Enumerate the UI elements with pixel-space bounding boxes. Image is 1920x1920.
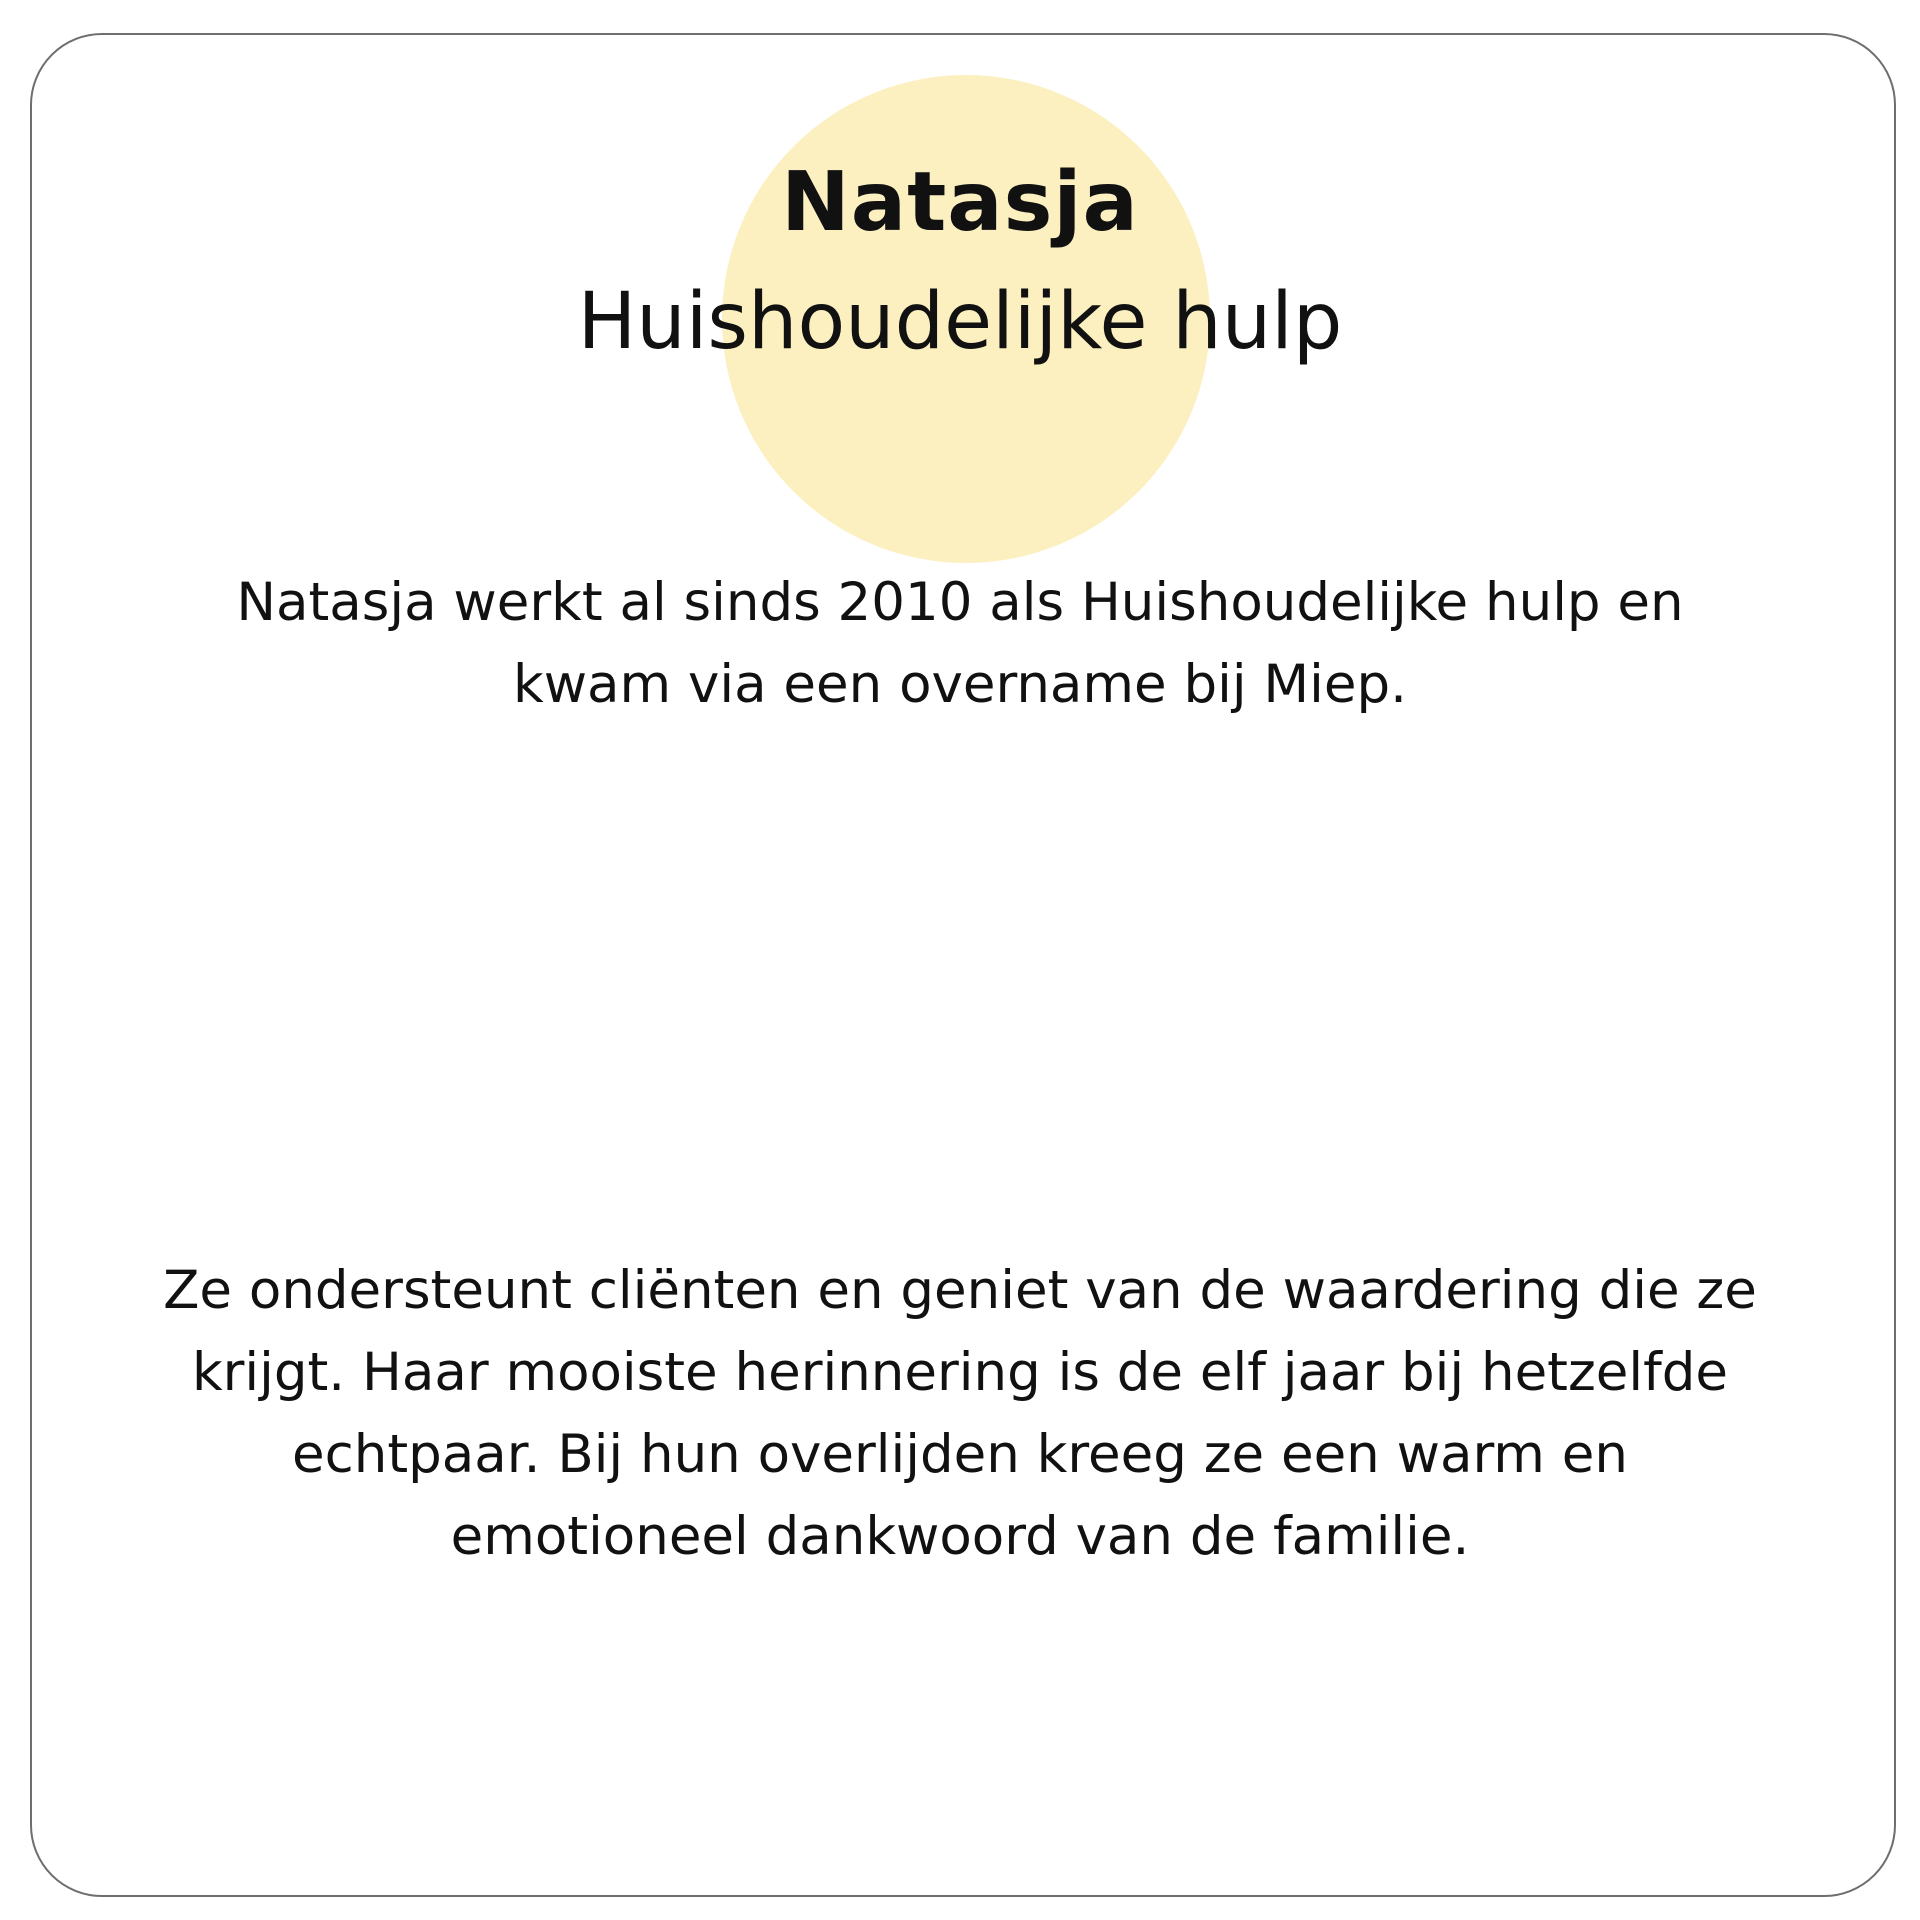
- profile-role: Huishoudelijke hulp: [577, 277, 1343, 367]
- intro-paragraph: Natasja werkt al sinds 2010 als Huishoudelijke hulp en kwam via een overname bij Miep.: [236, 572, 1684, 715]
- story-paragraph: Ze ondersteunt cliënten en geniet van de waardering die ze krijgt. Haar mooiste herinnering is de elf jaar bij hetzelfde echtpaar. Bij hun overlijden kreeg ze een warm en emotioneel dankwoord van de familie.: [163, 1260, 1757, 1567]
- profile-name: Natasja: [781, 155, 1139, 250]
